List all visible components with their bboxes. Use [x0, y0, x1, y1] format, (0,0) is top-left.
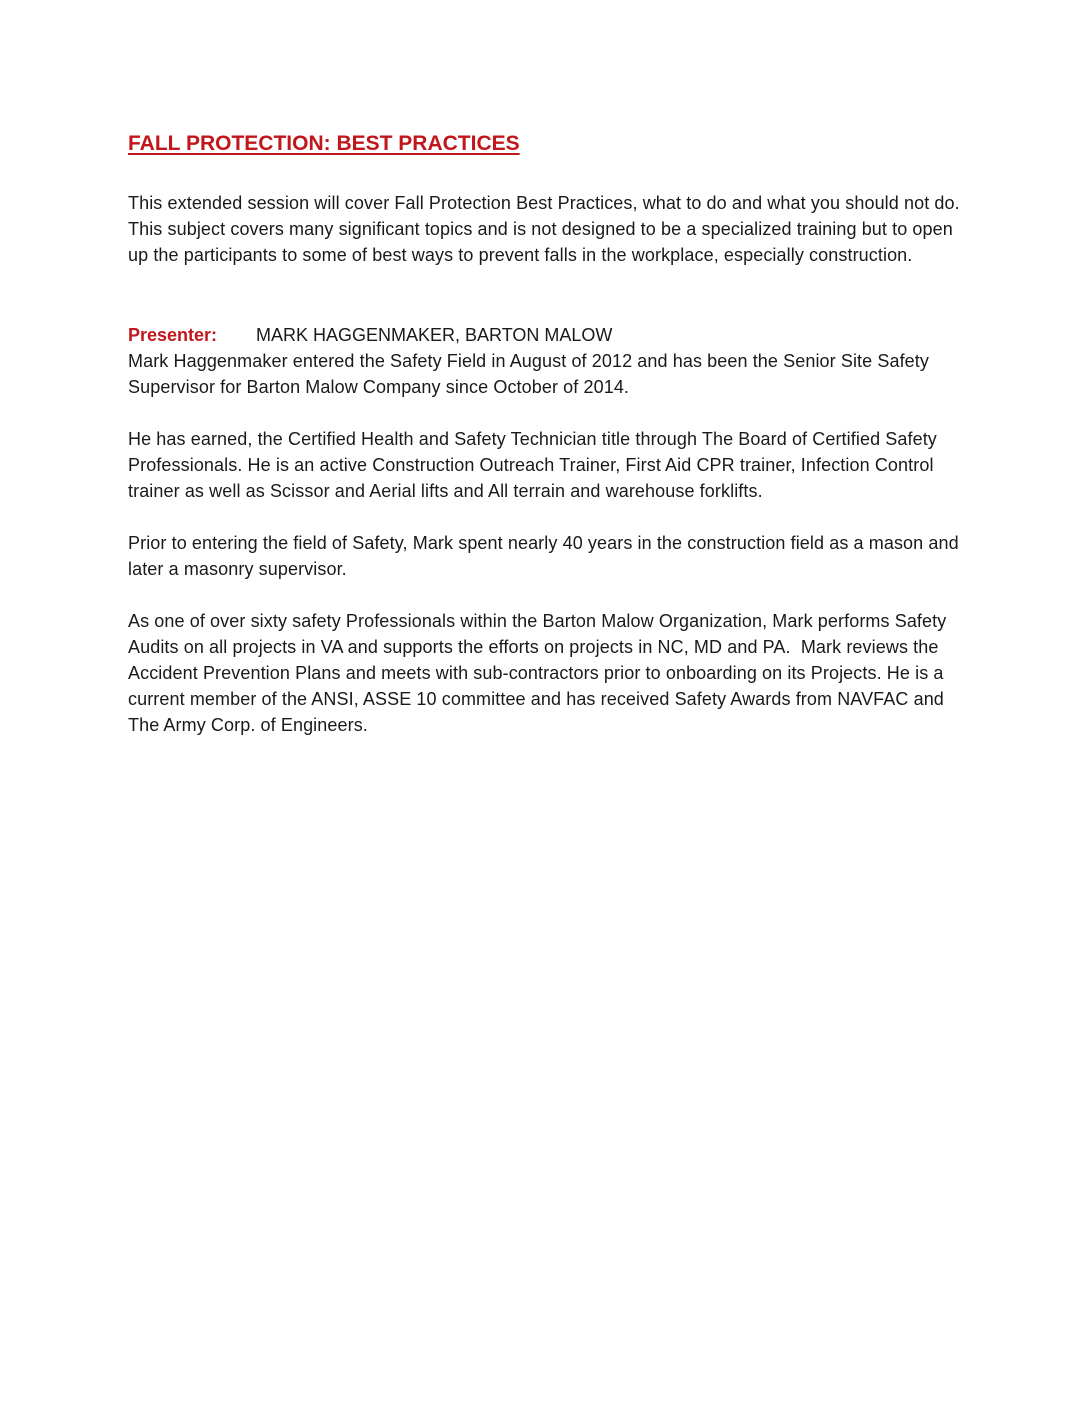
- bio-paragraph-3: Prior to entering the field of Safety, Mark spent nearly 40 years in the construction field as a mason and later a masonry supervisor.: [128, 533, 964, 579]
- document-content: [128, 130, 970, 738]
- page-title: FALL PROTECTION: BEST PRACTICES: [128, 132, 520, 155]
- bio-paragraph-2: He has earned, the Certified Health and Safety Technician title through The Board of Certified Safety Professionals. He is an active Construction Outreach Trainer, First Aid CPR trainer, Infection Control trainer as well as Scissor and Aerial lifts and All terrain and warehouse forklifts.: [128, 429, 943, 501]
- intro-paragraph: This extended session will cover Fall Protection Best Practices, what to do and what you should not do. This subject covers many significant topics and is not designed to be a specialized training but to open up the participants to some of best ways to prevent falls in the workplace, especially construction.: [128, 193, 970, 265]
- presenter-label: Presenter:: [128, 325, 218, 345]
- bio-paragraph-1: Mark Haggenmaker entered the Safety Field in August of 2012 and has been the Senior Site Safety Supervisor for Barton Malow Company since October of 2014.: [128, 351, 935, 397]
- presenter-line: [128, 322, 963, 348]
- presenter-name: MARK HAGGENMAKER, BARTON MALOW: [256, 325, 613, 345]
- bio-paragraph-4: As one of over sixty safety Professionals within the Barton Malow Organization, Mark performs Safety Audits on all projects in VA and supports the efforts on projects in NC, MD and PA. Mark reviews the Accident Prevention Plans and meets with sub-contractors prior to onboarding on its Projects. He is a current member of the ANSI, ASSE 10 committee and has received Safety Awards from NAVFAC and The Army Corp. of Engineers.: [128, 611, 951, 735]
